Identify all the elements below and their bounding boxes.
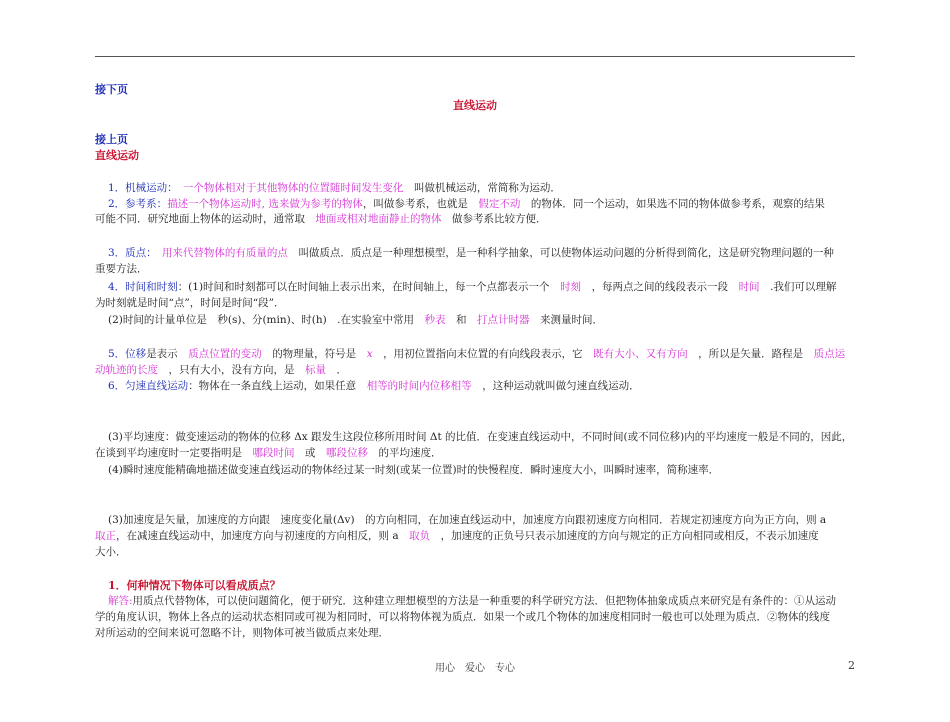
- para-uniform-motion: 6．匀速直线运动：物体在一条直线上运动，如果任意 相等的时间内位移相等 ，这种运动就叫做匀速直线运动．: [108, 380, 640, 392]
- para-acceleration: (3)加速度是矢量，加速度的方向跟 速度变化量(Δv) 的方向相同，在加速直线运动中，加速度方向跟初速度方向相同．若规定初速度方向为正方向，则 a: [108, 514, 827, 526]
- para-acceleration-2: 取正，在减速直线运动中，加速度方向与初速度的方向相反，则 a 取负 ，加速度的正负号只表示加速度的方向与规定的正方向相同或相反，不表示加速度: [95, 530, 819, 542]
- para-particle: 3．质点： 用来代替物体的有质量的点 叫做质点．质点是一种理想模型，是一种科学抽象，可以使物体运动问题的分析得到简化，这是研究物理问题的一种: [108, 247, 834, 259]
- answer-line-2: 学的角度认识，物体上各点的运动状态相同或可视为相同时，可以将物体视为质点．如果一个或几个物体的加速度相同时一般也可以处理为质点．②物体的线度: [95, 611, 830, 623]
- footer-text: 用心 爱心 专心: [435, 663, 515, 674]
- para-time-3: (2)时间的计量单位是 秒(s)、分(min)、时(h) .在实验室中常用 秒表 和 打点计时器 来测量时间．: [108, 314, 604, 326]
- para-time-2: 为时刻就是时间“点”，时间是时间“段”．: [95, 297, 285, 309]
- page-number: 2: [848, 659, 855, 672]
- answer-line-3: 对所运动的空间来说可忽略不计，则物体可被当做质点来处理．: [95, 627, 389, 639]
- para-reference-frame-2: 可能不同．研究地面上物体的运动时，通常取 地面或相对地面静止的物体 做参考系比较方便．: [95, 213, 547, 225]
- para-mechanical-motion: 1．机械运动： 一个物体相对于其他物体的位置随时间发生变化 叫做机械运动，常简称为运动．: [108, 182, 561, 194]
- answer-line-1: 解答:用质点代替物体，可以使问题简化，便于研究．这种建立理想模型的方法是一种重要的科学研究方法．但把物体抽象成质点来研究是有条件的：①从运动: [108, 595, 837, 607]
- para-acceleration-3: 大小．: [95, 546, 127, 558]
- header-rule: [95, 56, 855, 57]
- question-title: 1．何种情况下物体可以看成质点？: [108, 579, 281, 592]
- para-time: 4．时间和时刻：(1)时间和时刻都可以在时间轴上表示出来，在时间轴上，每一个点都表示一个 时刻 ，每两点之间的线段表示一段 时间 .我们可以理解: [108, 281, 837, 293]
- page-title: 直线运动: [453, 99, 497, 112]
- para-instant-velocity: (4)瞬时速度能精确地描述做变速直线运动的物体经过某一时刻(或某一位置)时的快慢程度．瞬时速度大小，叫瞬时速率，简称速率．: [108, 464, 720, 476]
- para-displacement: 5．位移是表示 质点位置的变动 的物理量，符号是 x ，用初位置指向末位置的有向线段表示，它 既有大小、又有方向 ，所以是矢量．路程是 质点运: [108, 348, 846, 360]
- prev-page-link[interactable]: 接上页: [95, 133, 128, 146]
- para-reference-frame: 2．参考系：描述一个物体运动时, 选来做为参考的物体，叫做参考系，也就是 假定不动 的物体．同一个运动，如果选不同的物体做参考系，观察的结果: [108, 198, 825, 210]
- para-displacement-2: 动轨迹的长度 ，只有大小，没有方向，是 标量 ．: [95, 364, 347, 376]
- para-particle-2: 重要方法．: [95, 263, 148, 275]
- next-page-link[interactable]: 接下页: [95, 83, 128, 96]
- para-average-velocity-2: 在谈到平均速度时一定要指明是 哪段时间 或 哪段位移 的平均速度．: [95, 447, 442, 459]
- para-average-velocity: (3)平均速度：做变速运动的物体的位移 Δx 跟发生这段位移所用时间 Δt 的比值．在变速直线运动中，不同时间(或不同位移)内的平均速度一般是不同的，因此，: [108, 431, 853, 443]
- section-title: 直线运动: [95, 149, 139, 162]
